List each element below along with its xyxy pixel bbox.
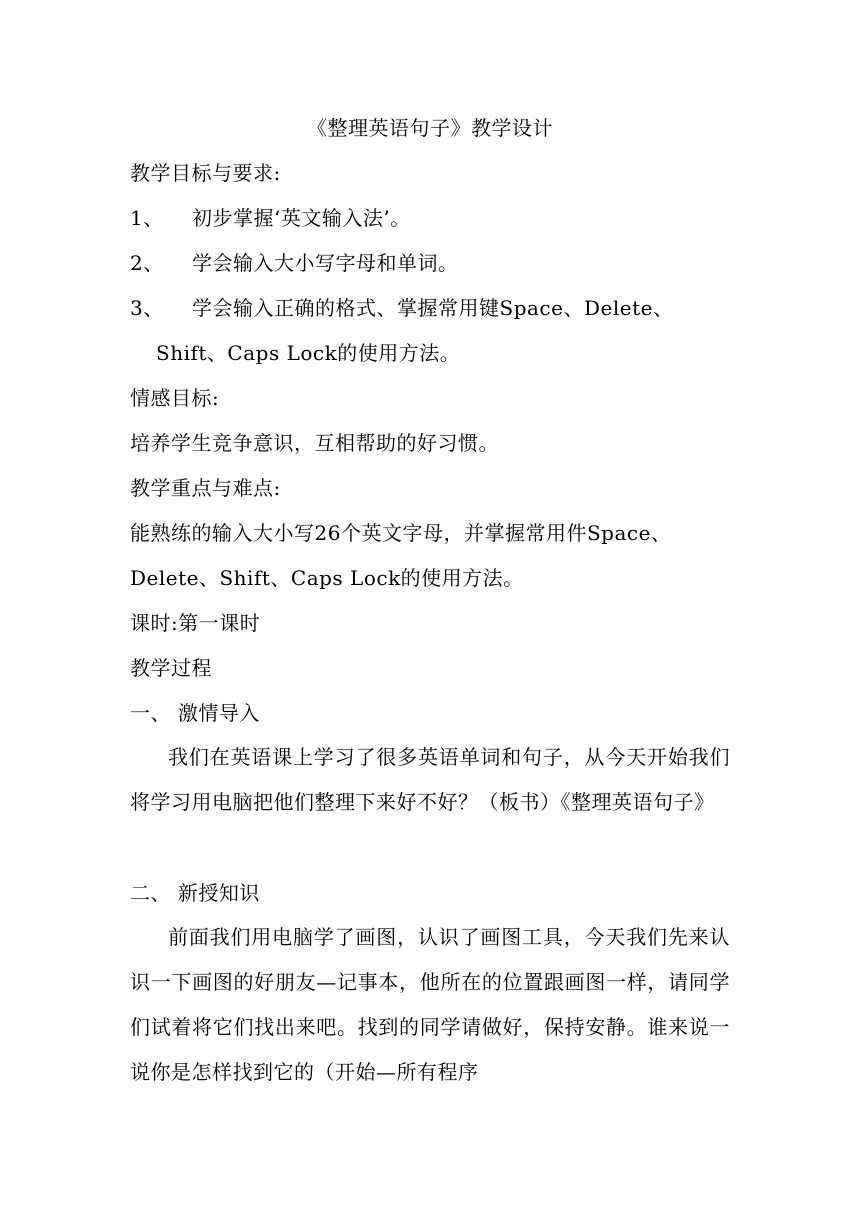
section-2-paragraph: 前面我们用电脑学了画图，认识了画图工具，今天我们先来认识一下画图的好朋友—记事本，他所在的位置跟画图一样，请同学们试着将它们找出来吧。找到的同学请做好，保持安静。谁来说一说你是怎样找到它的（开始—所有程序 [130,925,730,1084]
document-title: 《整理英语句子》教学设计 [307,116,553,140]
section-1-paragraph: 我们在英语课上学习了很多英语单词和句子，从今天开始我们将学习用电脑把他们整理下来好不好？（板书）《整理英语句子》 [130,745,730,814]
keypoint-heading: 教学重点与难点: [130,476,281,500]
goal-number: 1、 [130,206,164,230]
goal-number: 3、 [130,296,164,320]
goals-heading: 教学目标与要求: [130,161,281,185]
keypoint-line-2: Delete、Shift、Caps Lock的使用方法。 [130,566,524,590]
goal-item-2 [130,248,735,278]
goal-number: 2、 [130,251,164,275]
emotion-heading: 情感目标: [130,386,220,410]
goal-item-3 [130,293,735,323]
goal-text: 学会输入大小写字母和单词。 [192,251,459,275]
section-2-heading: 二、 新授知识 [130,881,260,905]
lesson-info: 课时:第一课时 [130,611,261,635]
goal-text: 学会输入正确的格式、掌握常用键Space、Delete、 [192,296,674,320]
keypoint-line-1: 能熟练的输入大小写26个英文字母，并掌握常用件Space、 [130,521,672,545]
goal-item-1 [130,203,735,233]
goal-text: 初步掌握‘英文输入法’。 [192,206,411,230]
goal-item-3-continued: Shift、Caps Lock的使用方法。 [156,341,461,365]
emotion-text: 培养学生竞争意识，互相帮助的好习惯。 [130,431,499,455]
process-heading: 教学过程 [130,656,212,680]
section-1-heading: 一、 激情导入 [130,701,260,725]
